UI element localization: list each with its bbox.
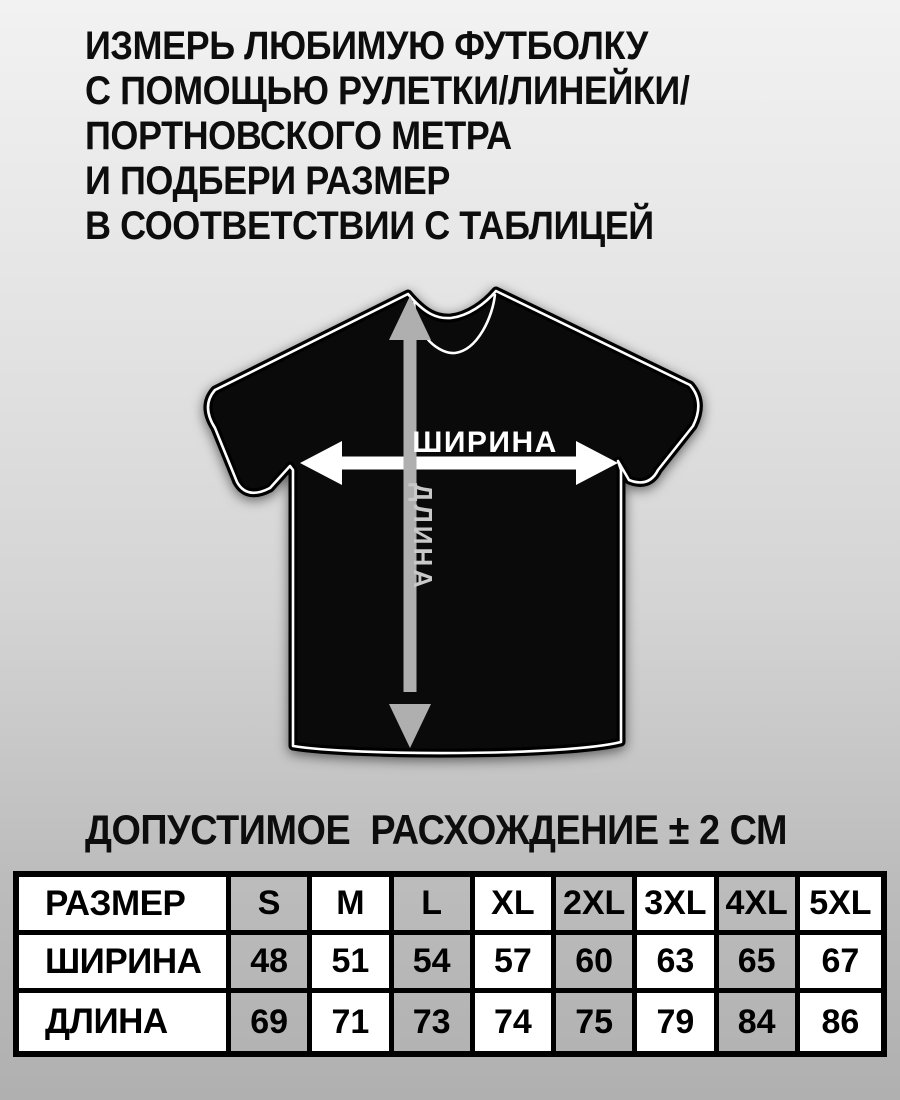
size-table bbox=[13, 871, 887, 1057]
length-cell: 73 bbox=[394, 993, 475, 1051]
width-cell: 48 bbox=[231, 935, 312, 993]
length-label: ДЛИНА bbox=[408, 482, 438, 592]
heading-line: С ПОМОЩЬЮ РУЛЕТКИ/ЛИНЕЙКИ/ bbox=[85, 69, 690, 113]
width-cell: 54 bbox=[394, 935, 475, 993]
width-cell: 65 bbox=[719, 935, 800, 993]
tshirt-diagram-svg bbox=[185, 280, 715, 800]
instruction-heading bbox=[85, 24, 689, 249]
row-label-length: ДЛИНА bbox=[19, 993, 231, 1051]
width-cell: 63 bbox=[637, 935, 718, 993]
length-cell: 84 bbox=[719, 993, 800, 1051]
table-header-l: L bbox=[394, 877, 475, 935]
table-header-2xl: 2XL bbox=[556, 877, 637, 935]
heading-line: В СООТВЕТСТВИИ С ТАБЛИЦЕЙ bbox=[85, 204, 654, 248]
table-header-size: РАЗМЕР bbox=[19, 877, 231, 935]
length-cell: 86 bbox=[800, 993, 881, 1051]
width-cell: 67 bbox=[800, 935, 881, 993]
row-label-width: ШИРИНА bbox=[19, 935, 231, 993]
length-cell: 74 bbox=[475, 993, 556, 1051]
length-cell: 71 bbox=[312, 993, 393, 1051]
width-label: ШИРИНА bbox=[412, 426, 558, 459]
table-header-5xl: 5XL bbox=[800, 877, 881, 935]
tshirt-silhouette bbox=[208, 291, 698, 753]
tshirt-measure-diagram bbox=[185, 280, 715, 800]
table-header-m: M bbox=[312, 877, 393, 935]
length-cell: 79 bbox=[637, 993, 718, 1051]
length-cell: 75 bbox=[556, 993, 637, 1051]
heading-line: ПОРТНОВСКОГО МЕТРА bbox=[85, 114, 512, 158]
tolerance-note: ДОПУСТИМОЕ РАСХОЖДЕНИЕ ± 2 СМ bbox=[85, 806, 788, 853]
table-header-3xl: 3XL bbox=[637, 877, 718, 935]
heading-line: ИЗМЕРЬ ЛЮБИМУЮ ФУТБОЛКУ bbox=[85, 24, 648, 68]
heading-line: И ПОДБЕРИ РАЗМЕР bbox=[85, 159, 450, 203]
table-header-xl: XL bbox=[475, 877, 556, 935]
width-cell: 60 bbox=[556, 935, 637, 993]
width-cell: 51 bbox=[312, 935, 393, 993]
width-cell: 57 bbox=[475, 935, 556, 993]
length-cell: 69 bbox=[231, 993, 312, 1051]
table-header-4xl: 4XL bbox=[719, 877, 800, 935]
table-header-s: S bbox=[231, 877, 312, 935]
